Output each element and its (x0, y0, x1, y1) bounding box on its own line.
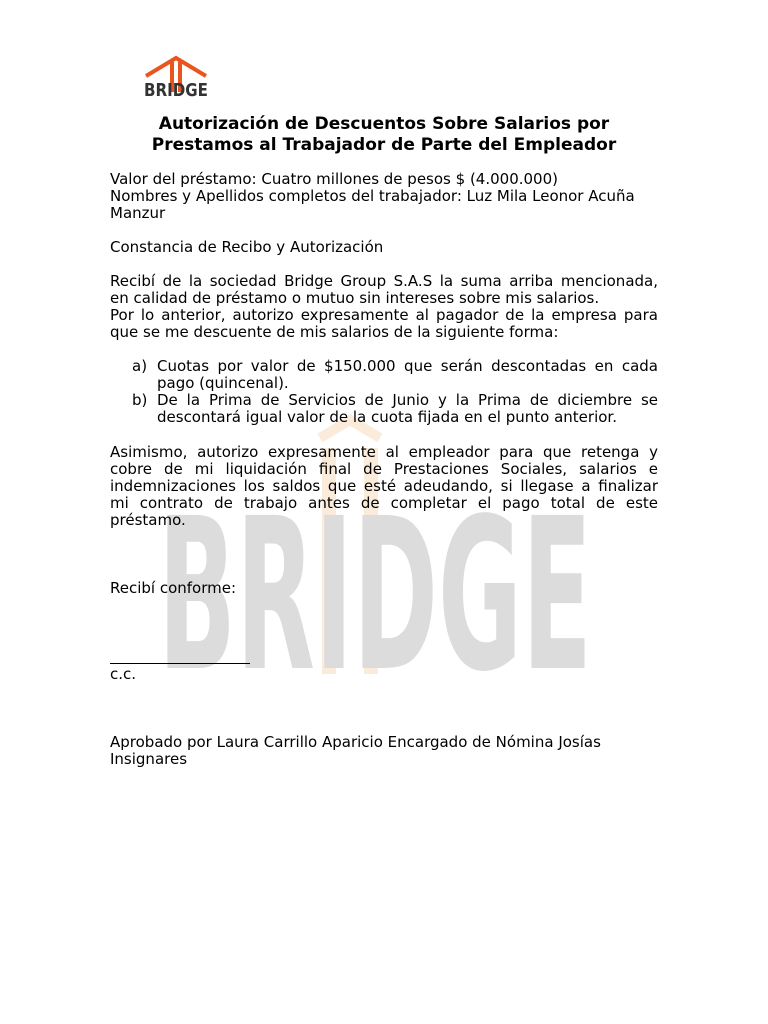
paragraph-line: mi contrato de trabajo antes de completar el pago total de este (110, 494, 658, 512)
loan-value-line: Valor del préstamo: Cuatro millones de pesos $ (4.000.000) (110, 170, 558, 188)
list-item-line: descontará igual valor de la cuota fijada en el punto anterior. (157, 408, 617, 426)
title-line-1: Autorización de Descuentos Sobre Salarios por (158, 114, 610, 134)
list-item-line: Cuotas por valor de $150.000 que serán descontadas en cada (157, 357, 658, 375)
list-marker: a) (132, 357, 148, 375)
paragraph-line: indemnizaciones los saldos que esté adeudando, si llegase a finalizar (110, 477, 658, 495)
bridge-logo (140, 52, 212, 100)
paragraph-line: cobre de mi liquidación final de Prestaciones Sociales, salarios e (110, 460, 658, 478)
title-line-2: Prestamos al Trabajador de Parte del Empleador (151, 135, 617, 155)
paragraph-line: en calidad de préstamo o mutuo sin intereses sobre mis salarios. (110, 289, 600, 307)
constancia-heading: Constancia de Recibo y Autorización (110, 238, 384, 256)
list-item-line: De la Prima de Servicios de Junio y la Prima de diciembre se (157, 391, 658, 409)
signature-line (110, 663, 250, 664)
document-title (110, 114, 658, 156)
svg-text:BRIDGE: BRIDGE (158, 473, 592, 718)
approved-line-1: Aprobado por Laura Carrillo Aparicio Encargado de Nómina Josías (110, 733, 601, 751)
paragraph-line: Recibí de la sociedad Bridge Group S.A.S la suma arriba mencionada, (110, 272, 658, 290)
received-label: Recibí conforme: (110, 579, 237, 597)
paragraph-line: Por lo anterior, autorizo expresamente al pagador de la empresa para (110, 306, 658, 324)
list-item-line: pago (quincenal). (157, 374, 289, 392)
cc-label: c.c. (110, 665, 137, 683)
paragraph-line: que se me descuente de mis salarios de la siguiente forma: (110, 323, 559, 341)
worker-names-line-2: Manzur (110, 204, 166, 222)
approved-line-2: Insignares (110, 750, 188, 768)
paragraph-line: Asimismo, autorizo expresamente al empleador para que retenga y (110, 443, 658, 461)
deduction-list (132, 358, 658, 426)
list-marker: b) (132, 391, 148, 409)
paragraph-authorization (110, 444, 658, 529)
worker-names-line-1: Nombres y Apellidos completos del trabajador: Luz Mila Leonor Acuña (110, 187, 635, 205)
list-item (132, 358, 658, 392)
logo-text: BRIDGE (144, 80, 208, 101)
list-item (132, 392, 658, 426)
paragraph-receipt (110, 273, 658, 341)
paragraph-line: préstamo. (110, 511, 186, 529)
